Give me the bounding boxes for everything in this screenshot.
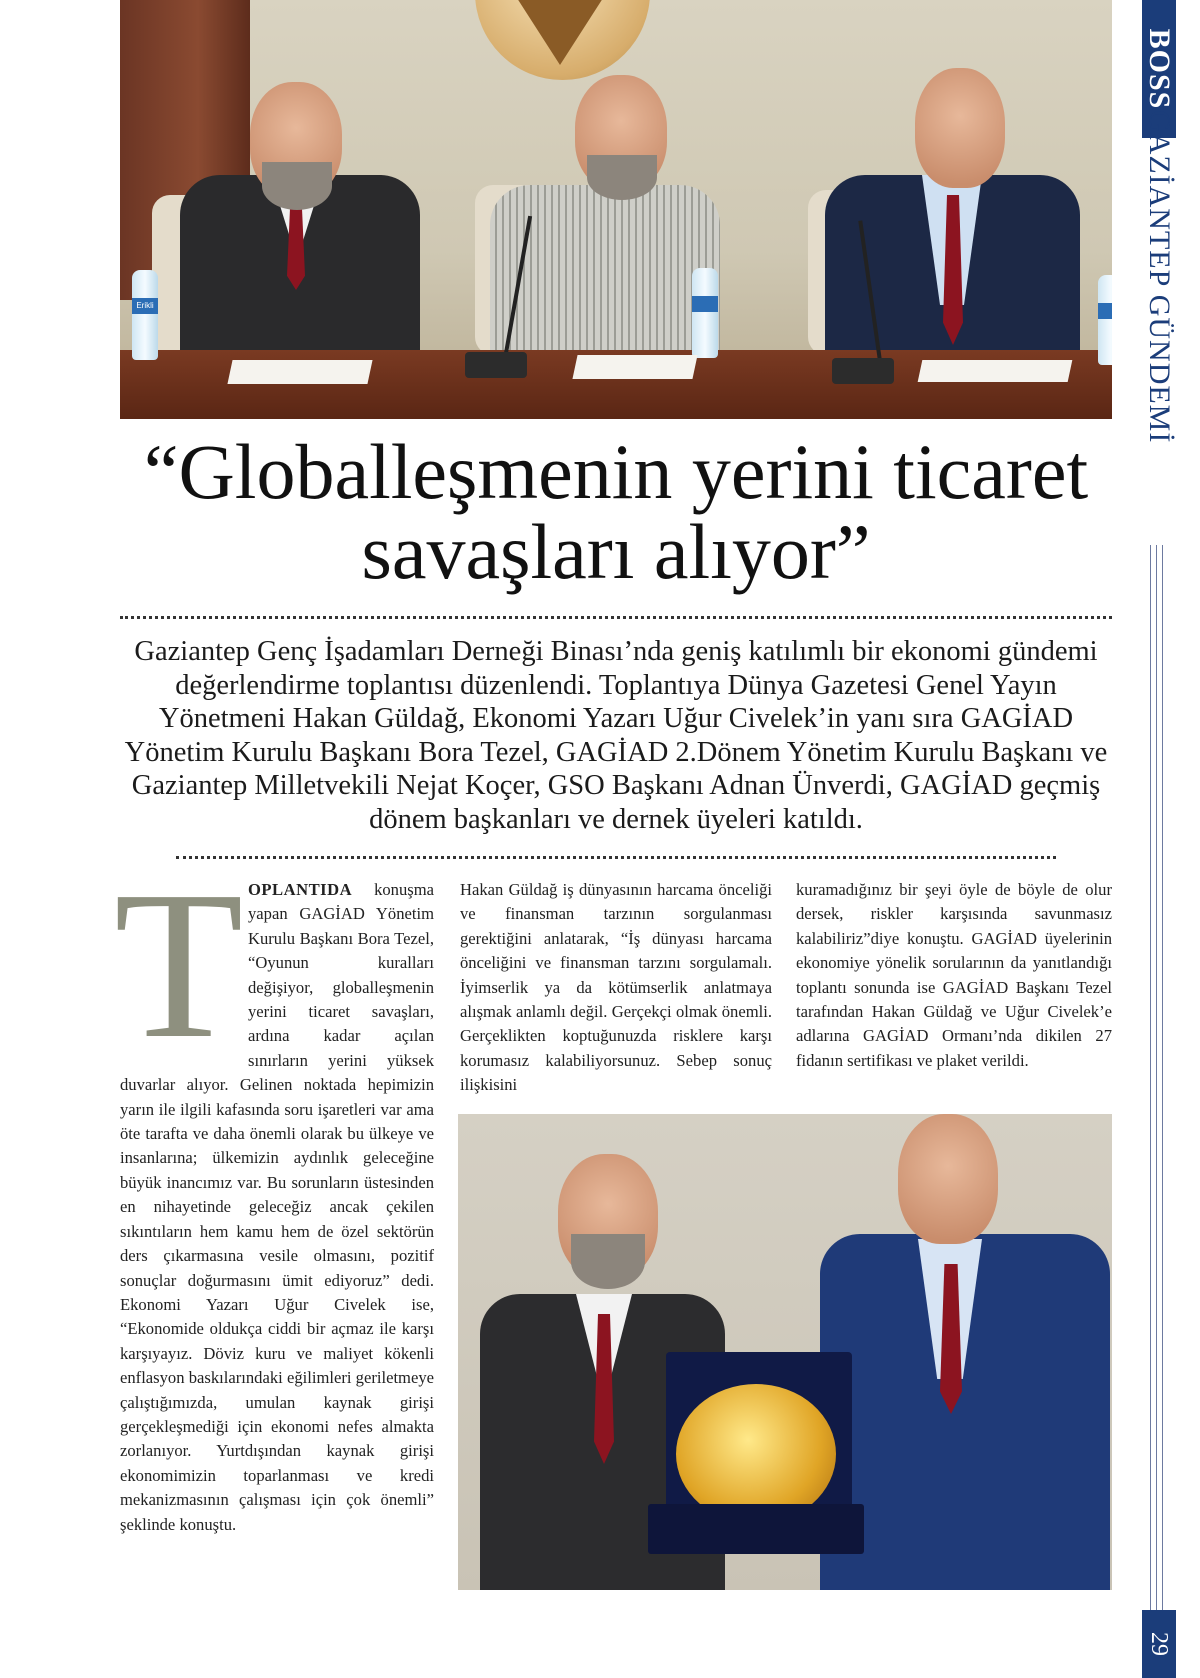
microphone-base xyxy=(832,358,894,384)
paper-sheet xyxy=(918,360,1073,382)
plaque-stand xyxy=(648,1504,864,1554)
article-column-3: kuramadığınız bir şeyi öyle de böyle de olur dersek, riskler karşısında savunmasız kalabiliriz”diye konuştu. GAGİAD üyelerinin ekonomiye yönelik sorularının da yanıtlandığı toplantı sonunda ise GAGİAD Başkanı Tezel tarafından Hakan Güldağ ve Uğur Civelek’e adlarına GAGİAD Ormanı’nda dikilen 27 fidanın sertifikası ve plaket verildi. xyxy=(796,880,1112,1070)
page-number: 29 xyxy=(1146,1632,1172,1656)
drop-cap: T xyxy=(114,847,244,1082)
water-bottle xyxy=(692,268,718,358)
section-banner xyxy=(1142,0,1176,1678)
magazine-name: BOSS xyxy=(1143,28,1176,110)
wall-logo-mark xyxy=(515,0,605,65)
article-lead: Gaziantep Genç İşadamları Derneği Binası’nda geniş katılımlı bir ekonomi gündemi değerlendirme toplantısı düzenlendi. Toplantıya Dünya Gazetesi Genel Yayın Yönetmeni Hakan Güldağ, Ekonomi Yazarı Uğur Civelek’in yanı sıra GAGİAD Yönetim Kurulu Başkanı Bora Tezel, GAGİAD 2.Dönem Yönetim Kurulu Başkanı ve Gaziantep Milletvekili Nejat Koçer, GSO Başkanı Adnan Ünverdi, GAGİAD geçmiş dönem başkanları ve dernek üyeleri katıldı. xyxy=(124,636,1108,835)
gold-plaque xyxy=(676,1384,836,1524)
article-column-1 xyxy=(114,847,434,1537)
banner-rule xyxy=(1150,545,1151,1610)
banner-rule xyxy=(1162,545,1163,1610)
section-title: GAZİANTEP GÜNDEMİ xyxy=(1143,110,1176,444)
microphone-base xyxy=(465,352,527,378)
plaque-photo xyxy=(458,1114,1112,1590)
paper-sheet xyxy=(572,355,697,379)
run-in-heading: OPLANTIDA xyxy=(248,880,353,899)
dotted-divider xyxy=(120,616,1112,619)
page-number-badge xyxy=(1142,1610,1176,1678)
water-bottle xyxy=(1098,275,1112,365)
article-headline: “Globalleşmenin yerini ticaret savaşları alıyor” xyxy=(143,428,1089,595)
paper-sheet xyxy=(227,360,372,384)
dotted-divider xyxy=(176,856,1056,859)
article-column-2: Hakan Güldağ iş dünyasının harcama önceliği ve finansman tarzının sorgulanması gerektiğini anlatarak, “İş dünyası harcama önceliğini ve finansman tarzını sorgulamalı. İyimserlik ya da kötümserlik anlatmaya alışmak anlamlı değil. Gerçekçi olmak önemli. Gerçeklikten koptuğunuzda risklere karşı korumasız kalabiliyorsunuz. Sebep sonuç ilişkisini xyxy=(460,880,772,1095)
meeting-photo xyxy=(120,0,1112,419)
column-1-text: konuşma yapan GAGİAD Yönetim Kurulu Başkanı Bora Tezel, “Oyunun kuralları değişiyor, globalleşmenin yerini ticaret savaşları, ardına kadar açılan sınırların yerini yüksek duvarlar alıyor. Gelinen noktada hepimizin yarın ile ilgili kafasında soru işaretleri var ama öte tarafta ve daha önemli olarak bu ülkeye ve insanlarına; ülkemizin aydınlık geleceğine büyük inancımız var. Bu sorunların üstesinden en nihayetinde geleceğiz ancak çekilen sıkıntıların hem kamu hem de özel sektörün ders çıkarmasına vesile olmasını, pozitif sonuçlar doğurmasını ümit ediyoruz” dedi. Ekonomi Yazarı Uğur Civelek ise, “Ekonomide oldukça ciddi bir açmaz ile karşı karşıyayız. Döviz kuru ve maliyet kökenli enflasyon baskılarındaki eğilimleri geriletmeye çalıştığımızda, umulan kaynak girişi gerçekleşmediği için ekonomi nefes almakta zorlanıyor. Yurtdışından kaynak girişi ekonomimizin toparlanması ve kredi mekanizmasının çalışması için çok önemli” şeklinde konuştu. xyxy=(120,880,434,1534)
banner-rule xyxy=(1156,545,1157,1610)
water-bottle: Erikli xyxy=(132,270,158,360)
